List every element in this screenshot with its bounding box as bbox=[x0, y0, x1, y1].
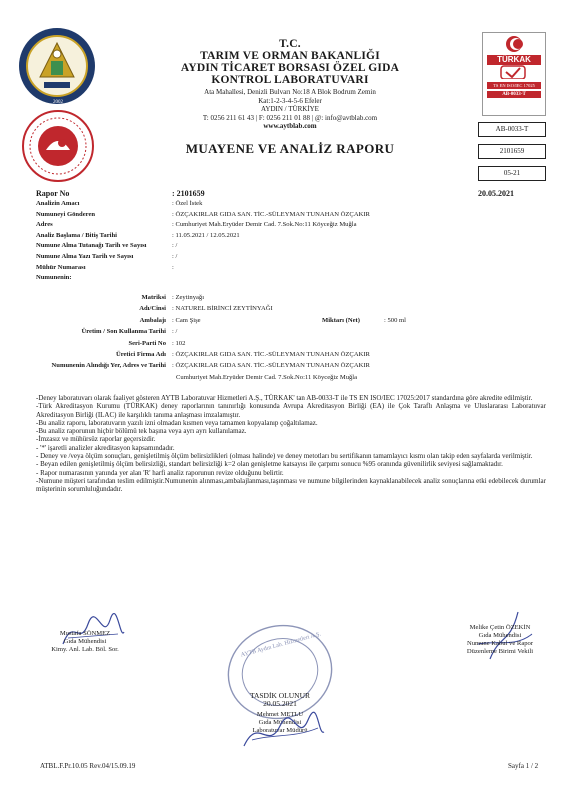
field-label: Numune Alma Yazı Tarih ve Sayısı bbox=[36, 252, 134, 260]
approval-title: Gıda Mühendisi bbox=[258, 719, 302, 726]
report-no-value: : 2101659 bbox=[172, 189, 205, 198]
sample-row bbox=[36, 294, 536, 305]
field-row bbox=[36, 274, 536, 285]
approval-role: Laboratuvar Müdürü bbox=[252, 727, 308, 734]
report-date: 20.05.2021 bbox=[478, 189, 514, 198]
note-item: -Bu analiz raporu, laboratuvarın yazılı izni olmadan kısmen veya tamamen kopyalanıp çoğaltılamaz. bbox=[36, 418, 318, 427]
header-web: www.aytblab.com bbox=[263, 122, 317, 130]
signature-right-role-2: Düzenleme Birimi Vekili bbox=[466, 648, 534, 655]
report-title: MUAYENE VE ANALİZ RAPORU bbox=[185, 140, 395, 156]
sample-row bbox=[36, 362, 536, 373]
sample-value: : ÖZÇAKIRLAR GIDA SAN. TİC.-SÜLEYMAN TUNAHAN ÖZÇAKIR bbox=[172, 362, 370, 370]
field-row bbox=[36, 221, 536, 232]
sample-value: : 102 bbox=[172, 339, 186, 347]
turkak-standard: TS EN ISO/IEC 17025 bbox=[487, 82, 541, 89]
aytb-logo-year: 2002 bbox=[53, 100, 63, 105]
field-row bbox=[36, 211, 536, 222]
sample-row bbox=[36, 305, 536, 316]
quantity-value: : 500 ml bbox=[384, 316, 406, 324]
sample-label: Numunenin Alındığı Yer, Adres ve Tarihi bbox=[51, 362, 166, 370]
field-value: : 11.05.2021 / 12.05.2021 bbox=[172, 231, 240, 239]
field-label: Mühür Numarası bbox=[36, 263, 86, 271]
field-label: Numune Alma Tutanağı Tarih ve Sayısı bbox=[36, 242, 147, 250]
accreditation-box: AB-0033-T bbox=[478, 122, 546, 137]
sample-label: Matriksi bbox=[141, 294, 166, 301]
approval-name: Mehmet METLU bbox=[256, 711, 304, 718]
turkak-logo bbox=[482, 32, 546, 116]
header-address-1: Ata Mahallesi, Denizli Bulvarı No:18 A Blok Bodrum Zemin bbox=[204, 88, 376, 96]
footer-page-number: Sayfa 1 / 2 bbox=[508, 762, 539, 770]
date-code-box: 05-21 bbox=[478, 166, 546, 181]
signature-right-role-1: Numune Kabul ve Rapor bbox=[466, 640, 534, 647]
sample-row bbox=[36, 317, 536, 328]
turkak-code: AB-0033-T bbox=[487, 91, 541, 98]
report-no-label: Rapor No bbox=[36, 189, 70, 198]
sample-value: : Cam Şişe bbox=[172, 316, 201, 324]
aytb-logo bbox=[18, 27, 96, 105]
approval-label: TASDİK OLUNUR bbox=[249, 691, 311, 700]
sample-value: : / bbox=[172, 328, 178, 336]
field-value: : ÖZÇAKIRLAR GIDA SAN. TİC.-SÜLEYMAN TUNAHAN ÖZÇAKIR bbox=[172, 210, 370, 218]
sample-row bbox=[36, 328, 536, 339]
field-label: Numuneyi Gönderen bbox=[36, 210, 96, 218]
report-number-box: 2101659 bbox=[478, 144, 546, 159]
note-item: -Bu analiz raporunun hiçbir bölümü tek başına veya ayrı ayrı kullanılamaz. bbox=[36, 427, 247, 436]
field-row bbox=[36, 232, 536, 243]
aydin-ticaret-borsasi-logo bbox=[22, 110, 94, 182]
field-value: : / bbox=[172, 252, 178, 260]
header-borsa: AYDIN TİCARET BORSASI ÖZEL GIDA bbox=[180, 62, 400, 74]
field-row bbox=[36, 200, 536, 211]
sample-label: Üretim / Son Kullanma Tarihi bbox=[81, 328, 166, 336]
approval-date: 20.05.2021 bbox=[263, 699, 297, 708]
signature-left-role: Kimy. Anl. Lab. Böl. Sor. bbox=[51, 646, 119, 653]
field-row bbox=[36, 264, 536, 275]
signature-left-title: Gıda Mühendisi bbox=[63, 638, 107, 645]
field-row bbox=[36, 242, 536, 253]
sample-label: Seri-Parti No bbox=[128, 339, 166, 347]
sample-label: Adı/Cinsi bbox=[139, 305, 166, 313]
stamp-text: AYTB Aydın Lab. Hizmetleri A.Ş. bbox=[240, 631, 322, 659]
footer-form-code: ATBL.F.Pr.10.05 Rev.04/15.09.19 bbox=[40, 762, 136, 770]
field-label: Adres bbox=[36, 221, 53, 229]
turkak-name: TÜRKAK bbox=[497, 55, 531, 64]
header-address-2: Kat:1-2-3-4-5-6 Efeler bbox=[258, 96, 322, 105]
note-item: - '*' işaretli analizler akreditasyon kapsamındadır. bbox=[36, 443, 175, 452]
note-item: -Türk Akreditasyon Kurumu (TÜRKAK) deney raporlarının tanınırlığı konusunda Avrupa Akreditasyon Birliği (EA) ile Çok Taraflı Anlaşma ve Uluslararası Laboratuvar Akreditasyon Birliği (ILAC) ile karşılıklı tanıma anlaşması imzalamıştır. bbox=[36, 402, 546, 419]
field-value: : Cumhuriyet Mah.Eryüder Demir Cad. 7.Sok.No:11 Köyceğiz Muğla bbox=[172, 221, 357, 229]
field-value: : bbox=[172, 263, 174, 271]
header-tc: T.C. bbox=[279, 38, 301, 50]
sample-row bbox=[36, 340, 536, 351]
signature-right-title: Gıda Mühendisi bbox=[478, 632, 522, 639]
field-label: Analiz Başlama / Bitiş Tarihi bbox=[36, 231, 117, 239]
signature-right-name: Melike Çetin ÖZEKİN bbox=[469, 624, 531, 631]
sample-address: Cumhuriyet Mah.Eryüder Demir Cad. 7.Sok.No:11 Köyceğiz Muğla bbox=[176, 373, 358, 381]
header-lab: KONTROL LABORATUVARI bbox=[211, 74, 369, 86]
note-item: -Deney laboratuvarı olarak faaliyet gösteren AYTB Laboratuvar Hizmetleri A.Ş., TÜRKAK' tan AB-0033-T ile TS EN ISO/IEC 17025:2017 standardına göre akredite edilmiştir. bbox=[36, 394, 533, 402]
sample-label: Üretici Firma Adı bbox=[115, 350, 166, 358]
note-item: - Deney ve /veya ölçüm sonuçları, genişletilmiş ölçüm belirsizlikleri (olması halinde) ve deney metotları bu sertifikanın tamamlayıcı kısmı olan takip eden sayfalarda verilmiştir. bbox=[36, 452, 533, 461]
sample-value: : ÖZÇAKIRLAR GIDA SAN. TİC.-SÜLEYMAN TUNAHAN ÖZÇAKIR bbox=[172, 350, 370, 358]
sample-row bbox=[36, 351, 536, 362]
field-row bbox=[36, 253, 536, 264]
sample-row bbox=[36, 374, 536, 385]
quantity-label: Miktarı (Net) bbox=[322, 316, 360, 324]
signature-scribble-center bbox=[238, 706, 328, 756]
note-item: - Beyan edilen genişletilmiş ölçüm belirsizliği, standart belirsizliği k=2 olan genişletme katsayısı ile çarpımı sonucu %95 oranında güvenilirlik seviyesi sağlamaktadır. bbox=[36, 460, 503, 469]
sample-value: : NATUREL BİRİNCİ ZEYTİNYAĞI bbox=[172, 305, 273, 313]
field-label: Numunenin: bbox=[36, 274, 72, 282]
note-item: -İmzasız ve mühürsüz raporlar geçersizdir. bbox=[36, 435, 156, 444]
header-contact: T: 0256 211 61 43 | F: 0256 211 01 88 | @: info@avtblab.com bbox=[202, 113, 378, 122]
note-item: - Rapor numarasının yanında yer alan 'R' harfi analiz raporunun revize olduğunu belirtir. bbox=[36, 468, 284, 477]
header-address-3: AYDIN / TÜRKİYE bbox=[261, 105, 319, 113]
field-label: Analizin Amacı bbox=[36, 200, 80, 207]
note-item: -Numune müşteri tarafından teslim edilmiştir.Numunenin alınması,ambalajlanması,taşınması ve numune bilgilerinden kaynaklanabilecek analiz sonuçlarına etki edebilecek durumlar müşterinin sorumluluğundadır. bbox=[36, 476, 546, 494]
field-value: : Özel İstek bbox=[172, 200, 203, 207]
signature-left-name: Mustafa SÖNMEZ bbox=[59, 630, 111, 637]
field-value: : / bbox=[172, 242, 178, 250]
header-ministry: TARIM VE ORMAN BAKANLIĞI bbox=[200, 50, 380, 62]
sample-label: Ambalajı bbox=[139, 316, 166, 324]
sample-value: : Zeytinyağı bbox=[172, 294, 205, 301]
